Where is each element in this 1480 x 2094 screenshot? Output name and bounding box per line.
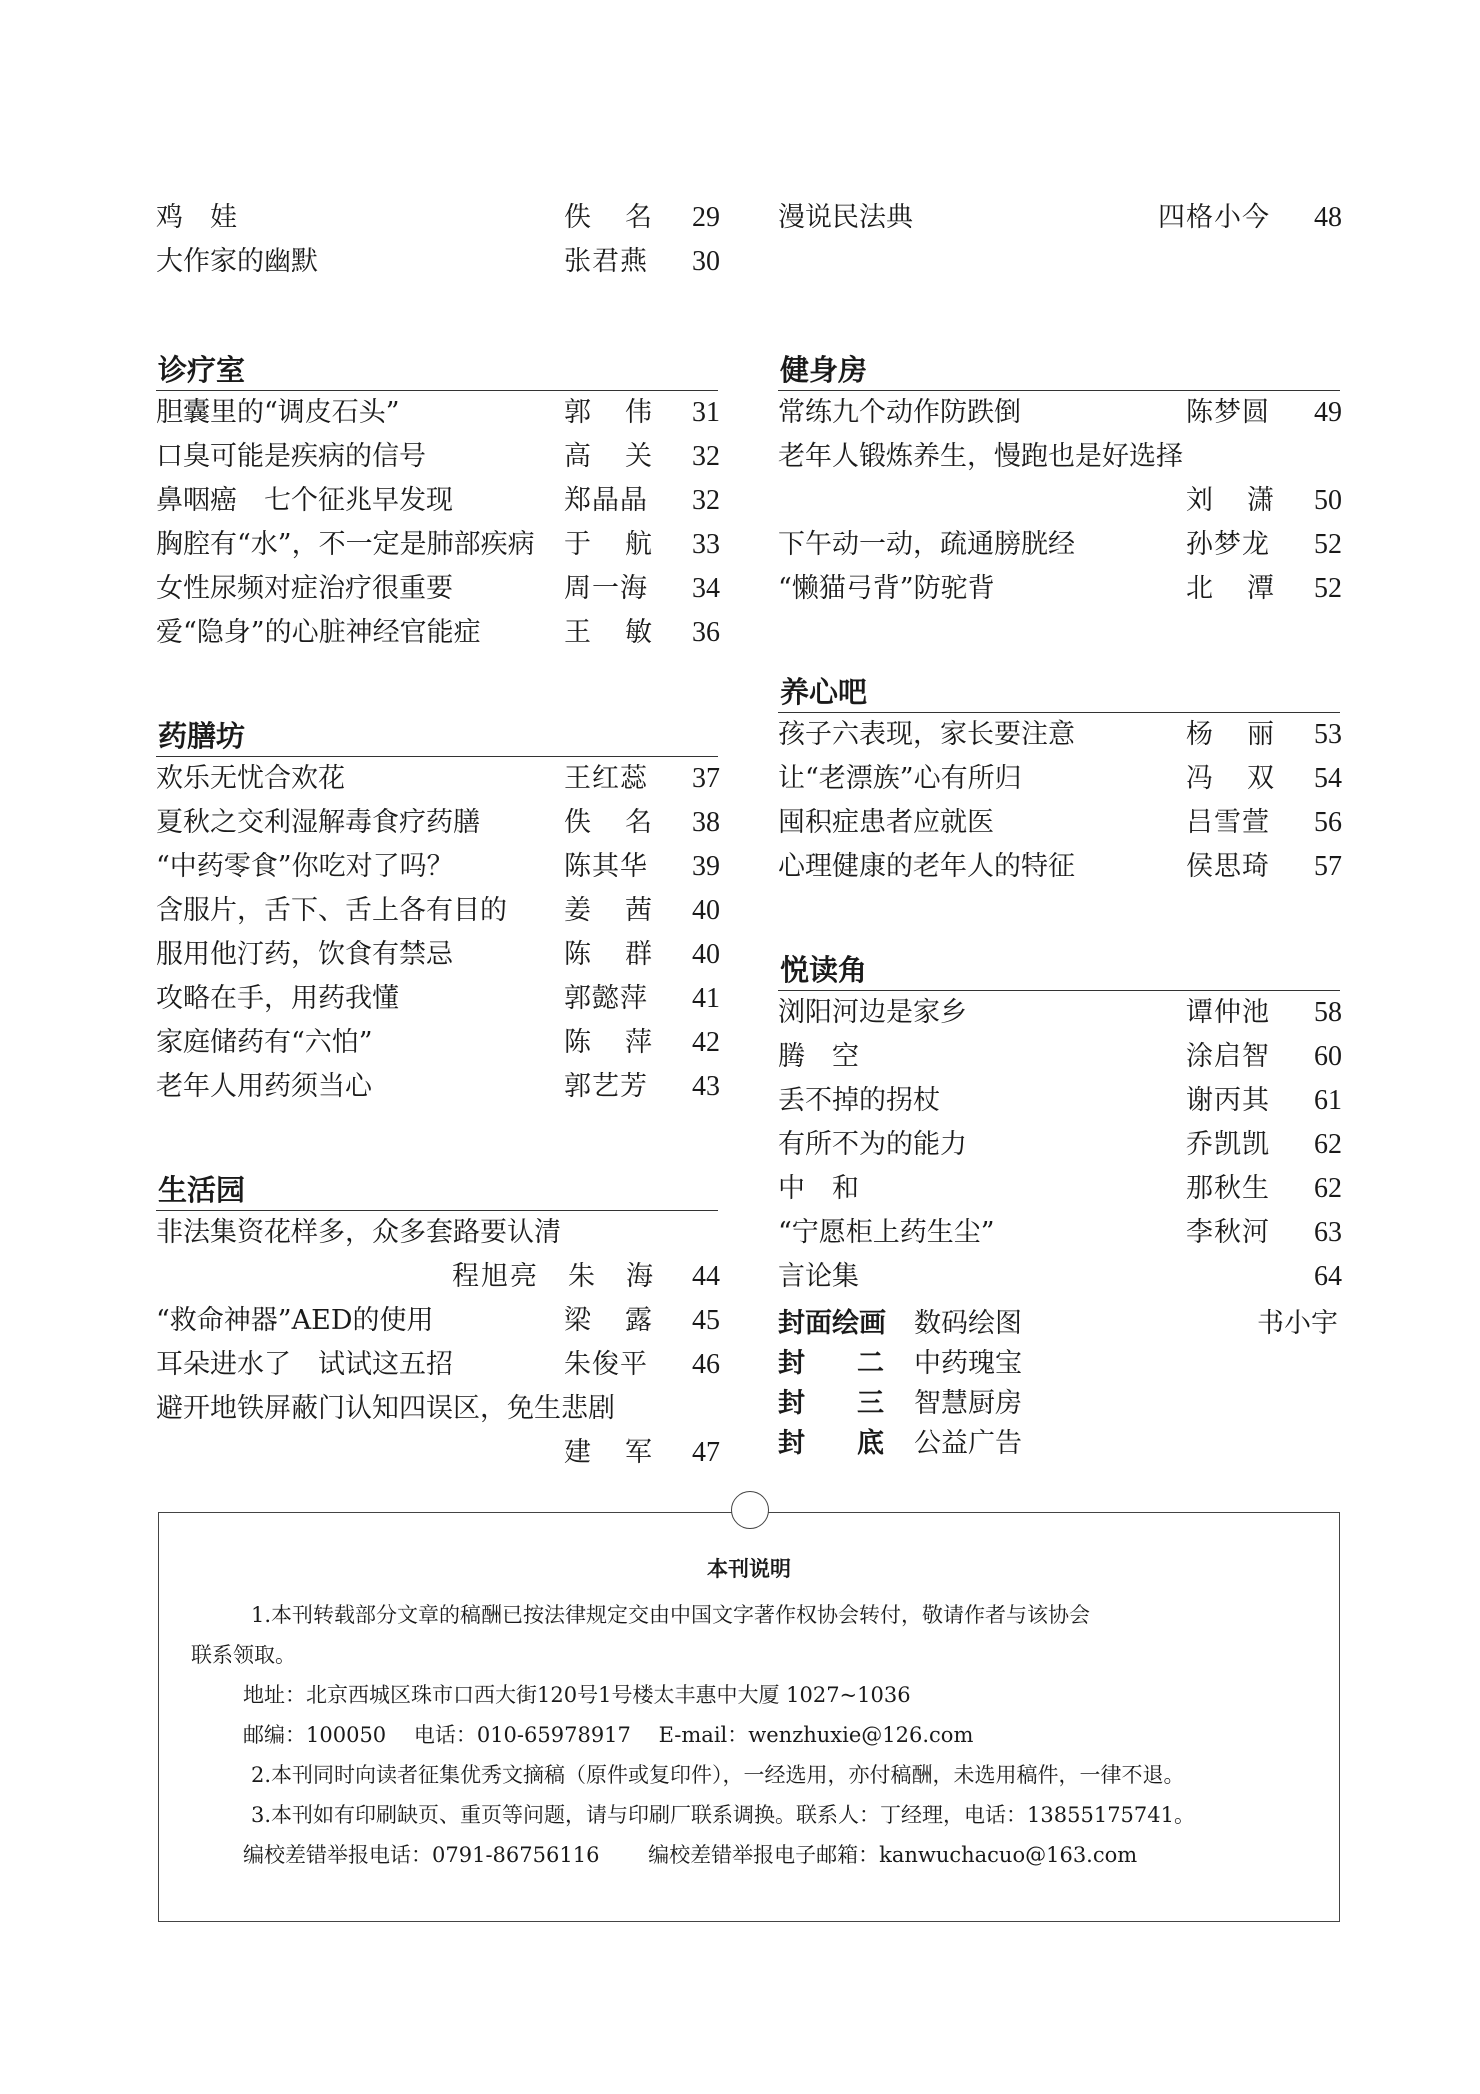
entry-title: 服用他汀药，饮食有禁忌 (156, 939, 453, 970)
entry-author: 谢丙其 (1186, 1085, 1270, 1116)
entry-page: 44 (692, 1261, 720, 1292)
entry-title: “懒猫弓背”防驼背 (778, 573, 995, 604)
toc-entry[interactable] (156, 1211, 718, 1255)
toc-entry[interactable] (156, 391, 718, 435)
toc-entry[interactable] (778, 801, 1340, 845)
entry-page: 62 (1314, 1173, 1342, 1204)
entry-author: 高关 (564, 441, 686, 472)
entry-title: 胸腔有“水”，不一定是肺部疾病 (156, 529, 535, 560)
cover-credit-row (778, 1424, 1338, 1464)
entry-author: 李秋河 (1186, 1217, 1270, 1248)
entry-page: 43 (692, 1071, 720, 1102)
entry-author: 郭艺芳 (564, 1071, 648, 1102)
toc-left-column (156, 196, 718, 1536)
cover-label: 封底 (778, 1428, 936, 1459)
entry-author: 佚名 (564, 202, 686, 233)
entry-author: 建军 (564, 1437, 686, 1468)
toc-entry[interactable] (778, 567, 1340, 611)
entry-title: 丢不掉的拐杖 (778, 1085, 940, 1116)
entry-title: 口臭可能是疾病的信号 (156, 441, 426, 472)
entry-author: 梁露 (564, 1305, 686, 1336)
entry-page: 62 (1314, 1129, 1342, 1160)
toc-top-group (156, 196, 718, 284)
toc-entry[interactable] (778, 1123, 1340, 1167)
toc-entry[interactable] (778, 991, 1340, 1035)
toc-entry-cont[interactable] (156, 1431, 718, 1475)
entry-title: 心理健康的老年人的特征 (778, 851, 1075, 882)
entry-author: 陈群 (564, 939, 686, 970)
toc-entry[interactable] (778, 845, 1340, 889)
entry-title: 夏秋之交利湿解毒食疗药膳 (156, 807, 480, 838)
entry-author: 郭懿萍 (564, 983, 648, 1014)
notice-item-1: 1.本刊转载部分文章的稿酬已按法律规定交由中国文字著作权协会转付，敬请作者与该协会 (251, 1603, 1091, 1627)
entry-title: 囤积症患者应就医 (778, 807, 994, 838)
entry-page: 49 (1314, 397, 1342, 428)
toc-entry[interactable] (778, 1255, 1340, 1299)
entry-title: 欢乐无忧合欢花 (156, 763, 345, 794)
toc-entry[interactable] (156, 567, 718, 611)
entry-page: 58 (1314, 997, 1342, 1028)
toc-entry[interactable] (156, 240, 718, 284)
notice-report: 编校差错举报电话：0791-86756116 编校差错举报电子邮箱：kanwuchacuo@163.com (243, 1843, 1138, 1867)
entry-title: “救命神器”AED的使用 (156, 1305, 434, 1336)
entry-author: 姜茜 (564, 895, 686, 926)
entry-page: 50 (1314, 485, 1342, 516)
notice-item-1-cont: 联系领取。 (191, 1643, 296, 1667)
toc-entry[interactable] (156, 435, 718, 479)
entry-author: 乔凯凯 (1186, 1129, 1270, 1160)
entry-author: 北潭 (1186, 573, 1308, 604)
cover-value: 公益广告 (914, 1428, 1022, 1459)
entry-title: 孩子六表现，家长要注意 (778, 719, 1075, 750)
entry-page: 64 (1314, 1261, 1342, 1292)
cover-label: 封二 (778, 1348, 936, 1379)
entry-author: 佚名 (564, 807, 686, 838)
entry-title: 腾 空 (778, 1041, 859, 1072)
toc-entry[interactable] (156, 196, 718, 240)
entry-page: 40 (692, 895, 720, 926)
entry-author: 侯思琦 (1186, 851, 1270, 882)
toc-entry[interactable] (778, 391, 1340, 435)
toc-entry[interactable] (156, 1021, 718, 1065)
entry-author: 王红蕊 (564, 763, 648, 794)
section-title: 生活园 (156, 1170, 718, 1211)
entry-author: 张君燕 (564, 246, 648, 277)
toc-entry[interactable] (156, 977, 718, 1021)
entry-page: 60 (1314, 1041, 1342, 1072)
toc-spacer (778, 240, 1340, 284)
entry-author: 涂启智 (1186, 1041, 1270, 1072)
entry-page: 56 (1314, 807, 1342, 838)
toc-entry[interactable] (778, 1211, 1340, 1255)
entry-title: 中 和 (778, 1173, 859, 1204)
notice-box (158, 1512, 1340, 1922)
entry-page: 33 (692, 529, 720, 560)
toc-entry-cont[interactable] (778, 479, 1340, 523)
entry-page: 45 (692, 1305, 720, 1336)
section-jianshenfang (778, 350, 1340, 611)
entry-title: 胆囊里的“调皮石头” (156, 397, 400, 428)
toc-entry[interactable] (778, 523, 1340, 567)
entry-title: 漫说民法典 (778, 202, 913, 233)
entry-author: 谭仲池 (1186, 997, 1270, 1028)
entry-page: 31 (692, 397, 720, 428)
toc-entry[interactable] (156, 1343, 718, 1387)
entry-page: 61 (1314, 1085, 1342, 1116)
entry-title: 大作家的幽默 (156, 246, 318, 277)
entry-page: 29 (692, 202, 720, 233)
section-yaoshanfang (156, 716, 718, 1109)
entry-page: 38 (692, 807, 720, 838)
entry-page: 42 (692, 1027, 720, 1058)
toc-right-column (778, 196, 1340, 1360)
toc-entry[interactable] (778, 435, 1340, 479)
entry-author: 于航 (564, 529, 686, 560)
toc-entry[interactable] (778, 713, 1340, 757)
entry-title: 浏阳河边是家乡 (778, 997, 967, 1028)
section-title: 诊疗室 (156, 350, 718, 391)
cover-label: 封面绘画 (778, 1308, 886, 1339)
toc-entry[interactable] (156, 523, 718, 567)
toc-entry[interactable] (156, 933, 718, 977)
entry-title: 老年人锻炼养生，慢跑也是好选择 (778, 441, 1183, 472)
entry-title: 爱“隐身”的心脏神经官能症 (156, 617, 481, 648)
entry-page: 54 (1314, 763, 1342, 794)
entry-title: 耳朵进水了 试试这五招 (156, 1349, 453, 1380)
entry-page: 32 (692, 485, 720, 516)
cover-value: 智慧厨房 (914, 1388, 1022, 1419)
entry-page: 34 (692, 573, 720, 604)
toc-entry[interactable] (156, 1387, 718, 1431)
entry-page: 48 (1314, 202, 1342, 233)
section-title: 健身房 (778, 350, 1340, 391)
toc-top-group (778, 196, 1340, 284)
toc-entry[interactable] (156, 611, 718, 655)
notice-address: 地址：北京西城区珠市口西大街120号1号楼太丰惠中大厦 1027~1036 (243, 1683, 911, 1707)
cover-artist: 书小宇 (1257, 1308, 1338, 1339)
toc-entry[interactable] (778, 1079, 1340, 1123)
entry-title: 避开地铁屏蔽门认知四误区，免生悲剧 (156, 1393, 615, 1424)
notice-item-3: 3.本刊如有印刷缺页、重页等问题，请与印刷厂联系调换。联系人：丁经理，电话：13855175741。 (251, 1803, 1196, 1827)
cover-value: 数码绘图 (914, 1308, 1022, 1339)
entry-title: “中药零食”你吃对了吗？ (156, 851, 454, 882)
entry-author: 王敏 (564, 617, 686, 648)
toc-entry[interactable] (156, 1299, 718, 1343)
entry-title: 非法集资花样多，众多套路要认清 (156, 1217, 561, 1248)
entry-title: 鼻咽癌 七个征兆早发现 (156, 485, 453, 516)
entry-title: 鸡 娃 (156, 202, 237, 233)
cover-label: 封三 (778, 1388, 936, 1419)
entry-page: 53 (1314, 719, 1342, 750)
toc-entry[interactable] (156, 889, 718, 933)
entry-author: 冯双 (1186, 763, 1308, 794)
section-zhenliaoshi (156, 350, 718, 655)
entry-author: 周一海 (564, 573, 648, 604)
entry-author: 朱俊平 (564, 1349, 648, 1380)
entry-page: 46 (692, 1349, 720, 1380)
section-yangxinba (778, 672, 1340, 889)
entry-author: 孙梦龙 (1186, 529, 1270, 560)
entry-author: 吕雪萱 (1186, 807, 1270, 838)
toc-entry[interactable] (156, 845, 718, 889)
section-shenghuoyuan (156, 1170, 718, 1475)
entry-page: 39 (692, 851, 720, 882)
entry-page: 30 (692, 246, 720, 277)
section-yueduejiao (778, 950, 1340, 1299)
toc-entry[interactable] (778, 196, 1340, 240)
entry-title: 含服片，舌下、舌上各有目的 (156, 895, 507, 926)
entry-page: 40 (692, 939, 720, 970)
toc-entry[interactable] (156, 479, 718, 523)
entry-page: 63 (1314, 1217, 1342, 1248)
entry-author: 那秋生 (1186, 1173, 1270, 1204)
entry-author: 陈其华 (564, 851, 648, 882)
entry-page: 47 (692, 1437, 720, 1468)
entry-title: 让“老漂族”心有所归 (778, 763, 1022, 794)
toc-entry-cont[interactable] (156, 1255, 718, 1299)
cover-credit-row (778, 1344, 1338, 1384)
entry-author: 陈梦圆 (1186, 397, 1270, 428)
entry-title: 老年人用药须当心 (156, 1071, 372, 1102)
circle-ornament-icon (731, 1491, 769, 1529)
entry-page: 52 (1314, 529, 1342, 560)
entry-author: 刘潇 (1186, 485, 1308, 516)
entry-author: 程旭亮 朱 海 (452, 1261, 655, 1292)
toc-entry[interactable] (156, 757, 718, 801)
toc-entry[interactable] (778, 757, 1340, 801)
section-title: 养心吧 (778, 672, 1340, 713)
cover-credits (778, 1304, 1338, 1464)
entry-title: 有所不为的能力 (778, 1129, 967, 1160)
cover-credit-row (778, 1384, 1338, 1424)
notice-item-2: 2.本刊同时向读者征集优秀文摘稿（原件或复印件），一经选用，亦付稿酬，未选用稿件，一律不退。 (251, 1763, 1185, 1787)
section-title: 悦读角 (778, 950, 1340, 991)
toc-entry[interactable] (778, 1035, 1340, 1079)
entry-page: 57 (1314, 851, 1342, 882)
entry-page: 32 (692, 441, 720, 472)
entry-title: 家庭储药有“六怕” (156, 1027, 373, 1058)
entry-author: 郭伟 (564, 397, 686, 428)
entry-title: “宁愿柜上药生尘” (778, 1217, 995, 1248)
entry-title: 下午动一动，疏通膀胱经 (778, 529, 1075, 560)
entry-page: 41 (692, 983, 720, 1014)
entry-title: 常练九个动作防跌倒 (778, 397, 1021, 428)
cover-value: 中药瑰宝 (914, 1348, 1022, 1379)
entry-title: 言论集 (778, 1261, 859, 1292)
entry-page: 52 (1314, 573, 1342, 604)
toc-entry[interactable] (778, 1167, 1340, 1211)
section-title: 药膳坊 (156, 716, 718, 757)
entry-author: 四格小今 (1158, 202, 1270, 233)
entry-author: 郑晶晶 (564, 485, 648, 516)
entry-page: 36 (692, 617, 720, 648)
entry-author: 杨丽 (1186, 719, 1308, 750)
entry-title: 攻略在手，用药我懂 (156, 983, 399, 1014)
entry-page: 37 (692, 763, 720, 794)
entry-title: 女性尿频对症治疗很重要 (156, 573, 453, 604)
toc-entry[interactable] (156, 801, 718, 845)
notice-title: 本刊说明 (707, 1557, 791, 1581)
entry-author: 陈萍 (564, 1027, 686, 1058)
cover-credit-row (778, 1304, 1338, 1344)
toc-entry[interactable] (156, 1065, 718, 1109)
notice-contact: 邮编：100050 电话：010-65978917 E-mail：wenzhuxie@126.com (243, 1723, 974, 1747)
